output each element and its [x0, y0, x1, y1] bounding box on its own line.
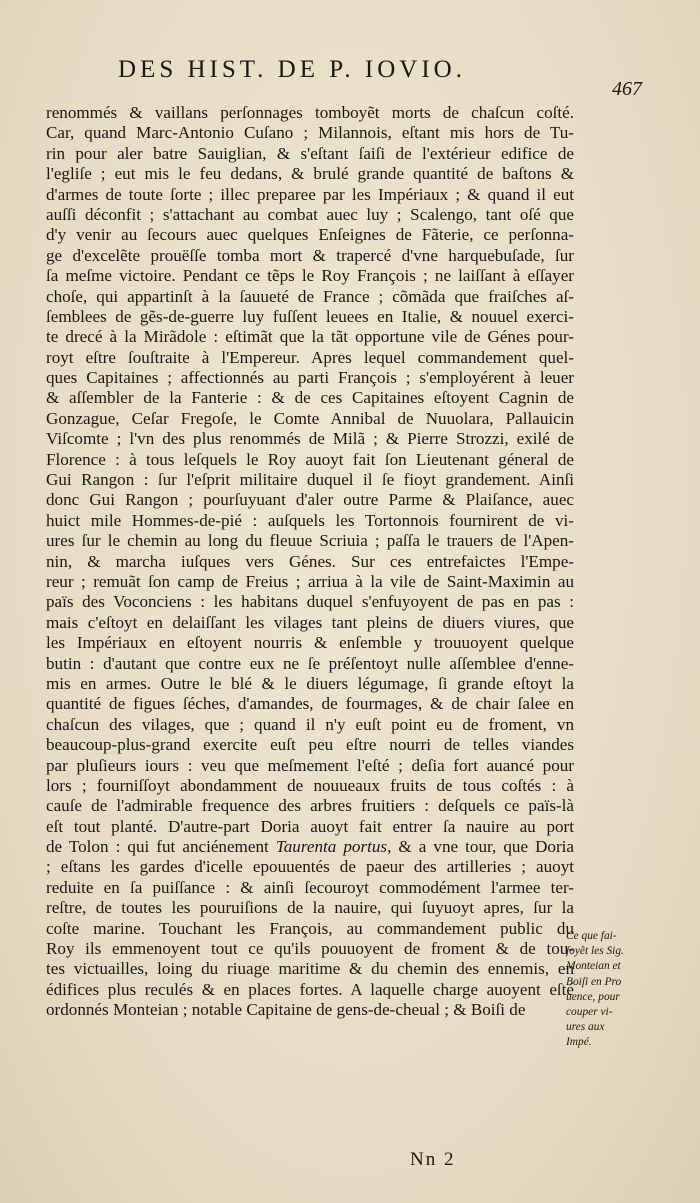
- italic-term: Taurenta portus: [275, 837, 388, 857]
- text-line: ques Capitaines ; affectionnés au parti François ; s'employérent à leuer: [46, 368, 574, 388]
- text-line: reur ; remuãt ſon camp de Freius ; arriua à la vile de Saint-Maximin au: [46, 571, 574, 591]
- text-line: mis en armes. Outre le blé & le diuers légumage, ſi grande eſtoyt la: [46, 673, 574, 693]
- text-line: ; eſtans les gardes d'icelle epouuentés de paeur des artilleries ; auoyt: [46, 857, 574, 877]
- margin-note-line: Monteian et: [566, 960, 621, 973]
- text-line: ſemblees de gẽs-de-guerre luy fuſſent leuees en Italie, & nouuel exerci-: [46, 306, 574, 326]
- text-line: beaucoup-plus-grand exercite euſt peu eſtre nourri de telles viandes: [46, 735, 574, 755]
- text-line: ures ſur le chemin au long du fleuue Scriuia ; paſſa le trauers de l'Apen-: [46, 531, 574, 551]
- text-line: d'armes de toute ſorte ; illec preparee par les Impériaux ; & quand il eut: [46, 184, 574, 204]
- margin-note-line: ures aux: [566, 1021, 605, 1034]
- text-line: butin : d'autant que contre eux ne ſe préſentoyt nulle aſſemblee d'enne-: [46, 653, 574, 673]
- text-line: lors ; fourniſſoyt abondamment de nouueaux fruits de tous coſtés : à: [46, 775, 574, 795]
- text-line: édifices plus reculés & en places fortes. A laquelle charge auoyent eſté: [46, 979, 574, 999]
- text-line: Roy ils emmenoyent tout ce qu'ils pouuoyent de froment & de tou-: [46, 939, 574, 959]
- margin-note-line: couper vi-: [566, 1005, 613, 1018]
- text-line: ſa meſme victoire. Pendant ce tẽps le Roy François ; ne laiſſant à eſſayer: [46, 266, 574, 286]
- text-line: mais c'eſtoyt en delaiſſant les vilages tant pleins de diuers viures, que: [46, 612, 574, 632]
- signature-mark: Nn 2: [410, 1149, 456, 1170]
- text-line: Florence : à tous leſquels le Roy auoyt fait ſon Lieutenant géneral de: [46, 449, 574, 469]
- text-line: chaſcun des vilages, que ; quand il n'y euſt point eu de froment, vn: [46, 714, 574, 734]
- text-line: quantité de figues ſéches, d'amandes, de fourmages, & de chair ſalee en: [46, 694, 574, 714]
- text-line: auſſi déconfit ; s'attachant au combat auec luy ; Scalengo, tant oſé que: [46, 204, 574, 224]
- text-line: huict mile Hommes-de-pié : auſquels les Tortonnois fournirent de vi-: [46, 510, 574, 530]
- text-line: nin, & marcha iuſques vers Génes. Sur ces entrefaictes l'Empe-: [46, 551, 574, 571]
- text-line: les Impériaux en eſtoyent nourris & enſemble y trouuoyent quelque: [46, 633, 574, 653]
- body-text: [46, 103, 574, 1021]
- text-line: l'egliſe ; eut mis le feu dedans, & brulé grande quantité de baſtons &: [46, 164, 574, 184]
- text-line: cauſe de l'admirable frequence des arbres fruitiers : deſquels ce païs-là: [46, 796, 574, 816]
- margin-note: [566, 929, 658, 1051]
- text-line: de Tolon : qui fut anciénement Taurenta portus, & a vne tour, que Doria: [46, 837, 575, 857]
- page-number: 467: [612, 78, 642, 100]
- text-line: par pluſieurs iours : veu que meſmement l'eſté ; deſia fort auancé pour: [46, 755, 574, 775]
- text-line: reduite en ſa puiſſance : & ainſi ſecouroyt commodément l'armee ter-: [46, 877, 574, 897]
- margin-note-line: ſoyẽt les Sig.: [566, 945, 624, 958]
- text-line: Gui Rangon : ſur l'eſprit militaire duquel il ſe fioyt grandement. Ainſi: [46, 470, 574, 490]
- text-line: païs des Voconciens : les habitans duquel s'enfuyoyent de pas en pas :: [46, 592, 574, 612]
- running-head: [0, 56, 700, 100]
- text-line: donc Gui Rangon ; pourſuyuant d'aler outre Parme & Plaiſance, auec: [46, 490, 574, 510]
- margin-note-line: Ce que fai-: [566, 930, 617, 942]
- margin-note-line: Impé.: [566, 1036, 592, 1049]
- text-line: Car, quand Marc-Antonio Cuſano ; Milannois, eſtant mis hors de Tu-: [46, 123, 574, 143]
- text-line: coſte marine. Touchant les François, au commandement public du: [46, 918, 574, 938]
- text-line: tes victuailles, loing du riuage maritime & du chemin des ennemis, en: [46, 959, 574, 979]
- text-line: choſe, qui appartinſt à la ſauueté de France ; cõmãda que fraiſches aſ-: [46, 286, 574, 306]
- text-line: reſtre, de toutes les pouruiſions de la nauire, qui ſuyuoyt apres, ſur la: [46, 898, 574, 918]
- text-line: ordonnés Monteian ; notable Capitaine de gens-de-cheual ; & Boiſi de: [46, 1000, 526, 1020]
- text-line: te drecé à la Mirãdole : eſtimãt que la tãt opportune vile de Génes pour-: [46, 327, 574, 347]
- text-line: Gonzague, Ceſar Fregoſe, le Comte Annibal de Nuuolara, Pallauicin: [46, 408, 574, 428]
- text-line: renommés & vaillans perſonnages tomboyẽt morts de chaſcun coſté.: [46, 103, 574, 122]
- text-line: & aſſembler de la Fanterie : & de ces Capitaines eſtoyent Cagnin de: [46, 388, 574, 408]
- text-line: eſt tout planté. D'autre-part Doria auoyt fait entrer ſa nauire au port: [46, 816, 574, 836]
- text-line: rin pour aler batre Sauiglian, & s'eſtant ſaiſi de l'extérieur edifice de: [46, 143, 574, 163]
- text-line: royt eſtre ſouſtraite à l'Empereur. Apres lequel commandement quel-: [46, 347, 574, 367]
- text-line: Viſcomte ; l'vn des plus renommés de Milã ; & Pierre Strozzi, exilé de: [46, 429, 574, 449]
- text-line: ge d'excelẽte prouëſſe tomba mort & trapercé d'vne harquebuſade, ſur: [46, 245, 574, 265]
- margin-note-line: uence, pour: [566, 990, 620, 1003]
- text-line: d'y venir au ſecours auec quelques Enſeignes de Fãterie, ce perſonna-: [46, 225, 574, 245]
- margin-note-line: Boiſi en Pro: [566, 975, 622, 988]
- running-title: DES HIST. DE P. IOVIO.: [118, 56, 466, 83]
